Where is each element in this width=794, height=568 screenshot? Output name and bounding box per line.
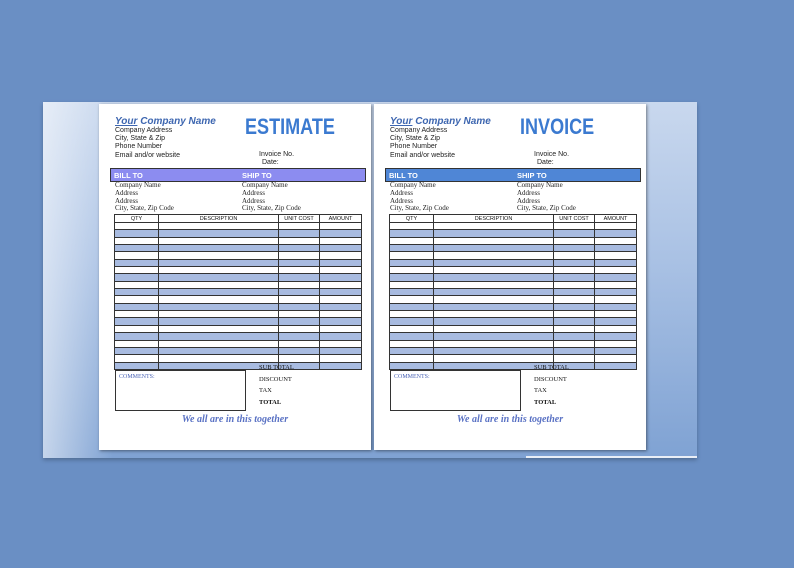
table-cell[interactable] (595, 274, 637, 281)
table-row (390, 274, 637, 281)
table-cell[interactable] (390, 289, 434, 296)
table-cell[interactable] (554, 347, 595, 354)
table-cell[interactable] (554, 340, 595, 347)
comments-label: COMMENTS: (119, 374, 155, 380)
company-phone: Phone Number (115, 143, 163, 151)
company-city-state-zip: City, State & Zip (115, 135, 166, 143)
table-row (390, 311, 637, 318)
table-row (390, 355, 637, 362)
table-cell[interactable] (159, 252, 279, 259)
table-row (390, 333, 637, 340)
invoice-sheet (374, 104, 646, 450)
table-cell[interactable] (595, 230, 637, 237)
bill-to-city: City, State, Zip Code (390, 204, 449, 213)
table-cell[interactable] (434, 223, 554, 230)
tagline: We all are in this together (181, 414, 289, 425)
table-cell[interactable] (115, 281, 159, 288)
table-cell[interactable] (320, 237, 362, 244)
table-cell[interactable] (595, 362, 637, 369)
bill-to-address-1: Address (115, 188, 138, 197)
bill-to-address-1: Address (390, 188, 413, 197)
comments-label: COMMENTS: (394, 374, 430, 380)
table-cell[interactable] (115, 296, 159, 303)
table-cell[interactable] (554, 252, 595, 259)
sub-total-label: SUB TOTAL (259, 364, 294, 371)
bill-to-company: Company Name (115, 181, 161, 189)
table-row (390, 237, 637, 244)
table-cell[interactable] (390, 223, 434, 230)
table-row (390, 325, 637, 332)
table-cell[interactable] (320, 252, 362, 259)
table-row (115, 281, 362, 288)
invoice-number-label: Invoice No. (534, 151, 570, 158)
table-cell[interactable] (595, 318, 637, 325)
table-cell[interactable] (279, 340, 320, 347)
table-cell[interactable] (390, 281, 434, 288)
table-cell[interactable] (595, 237, 637, 244)
bill-to-address-2: Address (115, 196, 138, 205)
discount-label: DISCOUNT (259, 375, 292, 383)
table-cell[interactable] (320, 267, 362, 274)
table-cell[interactable] (159, 311, 279, 318)
table-cell[interactable] (554, 281, 595, 288)
table-cell[interactable] (279, 230, 320, 237)
total-label: TOTAL (259, 398, 282, 406)
table-row (115, 230, 362, 237)
column-amount: AMOUNT (320, 215, 362, 223)
table-cell[interactable] (320, 318, 362, 325)
table-cell[interactable] (279, 267, 320, 274)
table-cell[interactable] (434, 230, 554, 237)
table-row (115, 303, 362, 310)
table-row (115, 333, 362, 340)
company-name (390, 116, 491, 127)
table-row (115, 318, 362, 325)
table-cell[interactable] (115, 252, 159, 259)
table-cell[interactable] (279, 237, 320, 244)
table-cell[interactable] (279, 274, 320, 281)
table-cell[interactable] (554, 303, 595, 310)
table-cell[interactable] (390, 340, 434, 347)
table-cell[interactable] (554, 355, 595, 362)
table-cell[interactable] (320, 325, 362, 332)
table-cell[interactable] (434, 318, 554, 325)
column-unit-cost: UNIT COST (554, 215, 595, 223)
backdrop-edge-line (526, 456, 697, 458)
table-cell[interactable] (159, 333, 279, 340)
company-email: Email and/or website (115, 151, 180, 159)
table-cell[interactable] (595, 289, 637, 296)
bill-to-address (390, 182, 449, 213)
company-name (115, 116, 216, 127)
table-cell[interactable] (390, 230, 434, 237)
table-cell[interactable] (159, 303, 279, 310)
table-cell[interactable] (554, 230, 595, 237)
discount-label: DISCOUNT (534, 375, 567, 383)
table-cell[interactable] (159, 281, 279, 288)
table-cell[interactable] (595, 333, 637, 340)
bill-to-label: BILL TO (389, 171, 418, 180)
table-cell[interactable] (320, 259, 362, 266)
table-cell[interactable] (390, 303, 434, 310)
table-cell[interactable] (434, 347, 554, 354)
table-cell[interactable] (595, 296, 637, 303)
ship-to-label: SHIP TO (242, 171, 272, 180)
table-cell[interactable] (595, 355, 637, 362)
invoice-number-label: Invoice No. (259, 151, 295, 158)
ship-to-label: SHIP TO (517, 171, 547, 180)
table-row (115, 325, 362, 332)
table-cell[interactable] (595, 267, 637, 274)
totals-block (259, 364, 294, 410)
date-label: Date: (537, 159, 554, 167)
sub-total-label: SUB TOTAL (534, 364, 569, 371)
table-row (115, 355, 362, 362)
table-cell[interactable] (434, 296, 554, 303)
table-cell[interactable] (390, 355, 434, 362)
table-cell[interactable] (159, 267, 279, 274)
table-cell[interactable] (159, 325, 279, 332)
table-cell[interactable] (320, 362, 362, 369)
table-cell[interactable] (390, 245, 434, 252)
comments-box[interactable] (390, 370, 521, 411)
table-cell[interactable] (115, 303, 159, 310)
table-cell[interactable] (115, 259, 159, 266)
company-phone: Phone Number (390, 143, 438, 151)
company-city-state-zip: City, State & Zip (390, 135, 441, 143)
ship-to-city: City, State, Zip Code (242, 204, 301, 213)
table-cell[interactable] (595, 325, 637, 332)
table-row (390, 362, 637, 369)
table-row (115, 347, 362, 354)
table-cell[interactable] (279, 252, 320, 259)
table-row (390, 223, 637, 230)
table-cell[interactable] (595, 245, 637, 252)
table-cell[interactable] (115, 318, 159, 325)
table-cell[interactable] (390, 274, 434, 281)
table-cell[interactable] (554, 296, 595, 303)
table-cell[interactable] (554, 289, 595, 296)
table-cell[interactable] (159, 237, 279, 244)
table-cell[interactable] (159, 355, 279, 362)
bill-ship-bar (110, 168, 366, 182)
table-header-row (115, 215, 362, 223)
table-cell[interactable] (320, 274, 362, 281)
tax-label: TAX (259, 387, 272, 394)
table-row (390, 340, 637, 347)
table-cell[interactable] (595, 311, 637, 318)
table-cell[interactable] (115, 355, 159, 362)
column-qty: QTY (115, 215, 159, 223)
table-cell[interactable] (595, 281, 637, 288)
table-cell[interactable] (279, 303, 320, 310)
total-label: TOTAL (534, 398, 557, 406)
table-row (390, 252, 637, 259)
table-row (115, 245, 362, 252)
table-cell[interactable] (279, 325, 320, 332)
table-cell[interactable] (320, 355, 362, 362)
line-items-table (389, 214, 637, 370)
column-amount: AMOUNT (595, 215, 637, 223)
table-cell[interactable] (320, 230, 362, 237)
table-cell[interactable] (390, 252, 434, 259)
table-cell[interactable] (320, 333, 362, 340)
table-row (390, 259, 637, 266)
document-title: INVOICE (520, 114, 595, 139)
ship-to-address-2: Address (242, 196, 265, 205)
table-cell[interactable] (390, 347, 434, 354)
column-qty: QTY (390, 215, 434, 223)
table-cell[interactable] (595, 303, 637, 310)
company-name-text: Company Name (415, 116, 491, 127)
table-row (390, 245, 637, 252)
ship-to-address-2: Address (517, 196, 540, 205)
table-cell[interactable] (390, 325, 434, 332)
table-cell[interactable] (554, 318, 595, 325)
table-cell[interactable] (159, 230, 279, 237)
table-cell[interactable] (320, 347, 362, 354)
table-cell[interactable] (554, 237, 595, 244)
table-cell[interactable] (115, 362, 159, 369)
table-row (390, 281, 637, 288)
bill-ship-bar (385, 168, 641, 182)
table-cell[interactable] (390, 318, 434, 325)
table-row (390, 347, 637, 354)
table-cell[interactable] (159, 223, 279, 230)
table-cell[interactable] (279, 347, 320, 354)
table-cell[interactable] (159, 340, 279, 347)
ship-to-address-1: Address (242, 188, 265, 197)
estimate-sheet (99, 104, 371, 450)
table-cell[interactable] (595, 347, 637, 354)
table-cell[interactable] (434, 259, 554, 266)
table-cell[interactable] (434, 303, 554, 310)
table-cell[interactable] (554, 245, 595, 252)
ship-to-address-1: Address (517, 188, 540, 197)
table-cell[interactable] (115, 274, 159, 281)
table-cell[interactable] (115, 230, 159, 237)
table-cell[interactable] (434, 267, 554, 274)
table-row (115, 296, 362, 303)
table-cell[interactable] (320, 303, 362, 310)
table-cell[interactable] (159, 347, 279, 354)
table-cell[interactable] (434, 237, 554, 244)
ship-to-company: Company Name (517, 181, 563, 189)
table-row (390, 267, 637, 274)
table-cell[interactable] (159, 296, 279, 303)
table-row (390, 230, 637, 237)
company-name-your: Your (390, 116, 413, 127)
table-cell[interactable] (554, 274, 595, 281)
table-cell[interactable] (115, 223, 159, 230)
column-description: DESCRIPTION (434, 215, 554, 223)
table-row (115, 252, 362, 259)
document-title: ESTIMATE (245, 114, 335, 139)
bill-to-address (115, 182, 174, 213)
table-cell[interactable] (390, 362, 434, 369)
table-cell[interactable] (115, 333, 159, 340)
line-items-table (114, 214, 362, 370)
table-cell[interactable] (320, 289, 362, 296)
table-cell[interactable] (554, 333, 595, 340)
table-cell[interactable] (595, 340, 637, 347)
ship-to-address (517, 182, 576, 213)
table-row (115, 311, 362, 318)
table-cell[interactable] (159, 274, 279, 281)
table-cell[interactable] (434, 281, 554, 288)
company-address: Company Address (390, 127, 448, 134)
table-cell[interactable] (390, 267, 434, 274)
table-cell[interactable] (434, 325, 554, 332)
table-cell[interactable] (320, 296, 362, 303)
table-cell[interactable] (554, 259, 595, 266)
table-cell[interactable] (595, 223, 637, 230)
column-unit-cost: UNIT COST (279, 215, 320, 223)
company-name-your: Your (115, 116, 138, 127)
table-cell[interactable] (554, 267, 595, 274)
table-row (115, 289, 362, 296)
table-cell[interactable] (115, 347, 159, 354)
table-cell[interactable] (595, 252, 637, 259)
invoice-meta (534, 151, 569, 167)
column-description: DESCRIPTION (159, 215, 279, 223)
table-row (115, 237, 362, 244)
tax-label: TAX (534, 387, 547, 394)
table-cell[interactable] (390, 333, 434, 340)
table-cell[interactable] (434, 340, 554, 347)
company-details (390, 127, 455, 160)
table-cell[interactable] (434, 252, 554, 259)
table-cell[interactable] (434, 311, 554, 318)
table-cell[interactable] (390, 237, 434, 244)
tagline: We all are in this together (456, 414, 564, 425)
table-cell[interactable] (390, 259, 434, 266)
table-cell[interactable] (434, 245, 554, 252)
table-cell[interactable] (434, 355, 554, 362)
ship-to-company: Company Name (242, 181, 288, 189)
comments-box[interactable] (115, 370, 246, 411)
table-cell[interactable] (159, 289, 279, 296)
table-row (390, 318, 637, 325)
company-details (115, 127, 180, 160)
table-cell[interactable] (115, 340, 159, 347)
table-cell[interactable] (279, 311, 320, 318)
table-cell[interactable] (320, 311, 362, 318)
company-address: Company Address (115, 127, 173, 134)
table-cell[interactable] (159, 245, 279, 252)
table-row (115, 362, 362, 369)
table-cell[interactable] (159, 259, 279, 266)
table-row (390, 296, 637, 303)
table-row (115, 267, 362, 274)
table-cell[interactable] (115, 267, 159, 274)
table-cell[interactable] (434, 289, 554, 296)
table-cell[interactable] (115, 289, 159, 296)
date-label: Date: (262, 159, 279, 167)
table-cell[interactable] (279, 333, 320, 340)
table-cell[interactable] (159, 318, 279, 325)
bill-to-label: BILL TO (114, 171, 143, 180)
table-header-row (390, 215, 637, 223)
table-row (115, 223, 362, 230)
table-cell[interactable] (320, 281, 362, 288)
table-cell[interactable] (279, 355, 320, 362)
bill-to-address-2: Address (390, 196, 413, 205)
company-name-text: Company Name (140, 116, 216, 127)
table-cell[interactable] (279, 289, 320, 296)
ship-to-address (242, 182, 301, 213)
invoice-meta (259, 151, 294, 167)
table-cell[interactable] (320, 340, 362, 347)
table-cell[interactable] (554, 311, 595, 318)
table-cell[interactable] (390, 296, 434, 303)
table-row (390, 289, 637, 296)
table-cell[interactable] (115, 237, 159, 244)
table-cell[interactable] (554, 325, 595, 332)
company-email: Email and/or website (390, 151, 455, 159)
table-cell[interactable] (279, 296, 320, 303)
bill-to-city: City, State, Zip Code (115, 204, 174, 213)
table-row (115, 259, 362, 266)
table-row (115, 274, 362, 281)
table-cell[interactable] (320, 245, 362, 252)
table-cell[interactable] (554, 223, 595, 230)
table-cell[interactable] (434, 333, 554, 340)
table-cell[interactable] (320, 223, 362, 230)
table-cell[interactable] (279, 281, 320, 288)
table-cell[interactable] (279, 318, 320, 325)
table-cell[interactable] (115, 311, 159, 318)
table-cell[interactable] (390, 311, 434, 318)
table-cell[interactable] (279, 259, 320, 266)
table-row (115, 340, 362, 347)
table-row (390, 303, 637, 310)
totals-block (534, 364, 569, 410)
table-cell[interactable] (434, 274, 554, 281)
table-cell[interactable] (115, 245, 159, 252)
table-cell[interactable] (279, 223, 320, 230)
bill-to-company: Company Name (390, 181, 436, 189)
table-cell[interactable] (595, 259, 637, 266)
ship-to-city: City, State, Zip Code (517, 204, 576, 213)
table-cell[interactable] (279, 245, 320, 252)
table-cell[interactable] (115, 325, 159, 332)
